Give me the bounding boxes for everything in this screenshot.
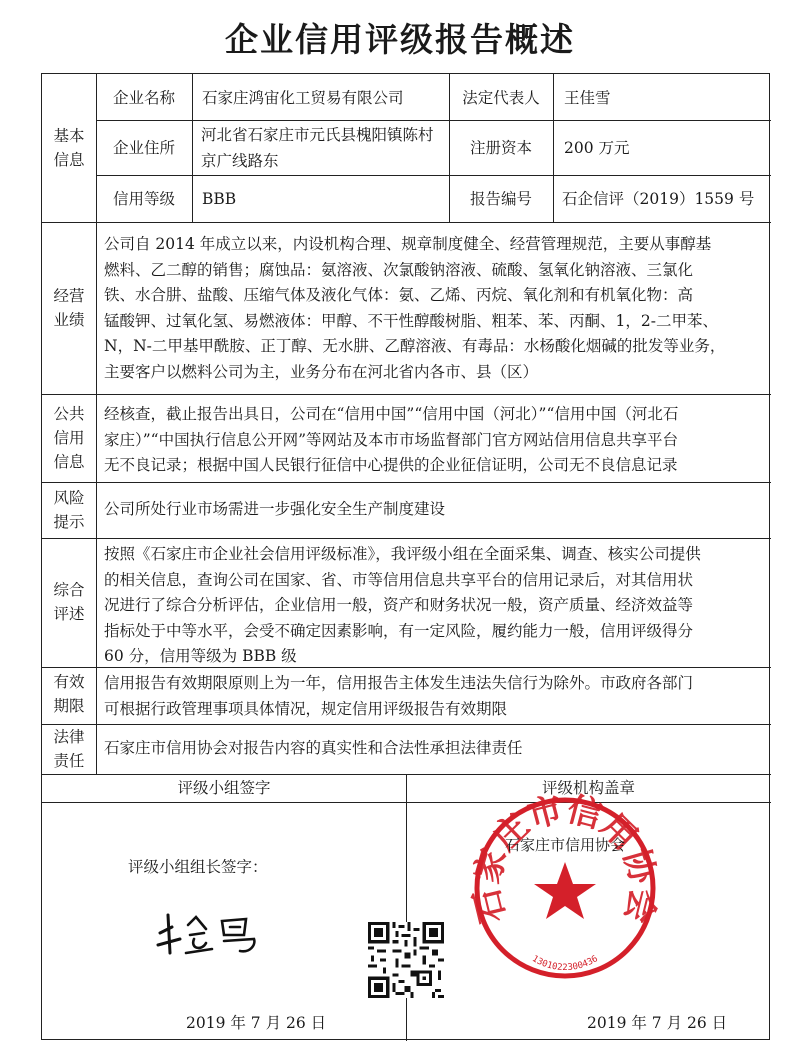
address-value: 河北省石家庄市元氏县槐阳镇陈村京广线路东: [201, 126, 434, 170]
page-title: 企业信用评级报告概述: [225, 20, 575, 59]
company-name-label: 企业名称: [112, 89, 175, 107]
comprehensive-label: 综合评述: [53, 581, 85, 623]
validity-label: 有效期限: [53, 673, 85, 715]
star-icon: [534, 862, 596, 919]
credit-grade-label: 信用等级: [112, 190, 175, 208]
right-date: 2019 年 7 月 26 日: [587, 1014, 728, 1032]
divider: [192, 74, 193, 222]
legal-text: 石家庄市信用协会对报告内容的真实性和合法性承担法律责任: [104, 739, 523, 757]
qr-code[interactable]: [368, 922, 444, 998]
divider: [42, 482, 771, 483]
basic-info-label: 基本信息: [53, 127, 85, 169]
divider: [406, 774, 407, 1041]
divider: [553, 74, 554, 222]
legal-rep-label: 法定代表人: [462, 89, 540, 107]
report-no-label: 报告编号: [469, 190, 532, 208]
legal-rep-value: 王佳雪: [564, 89, 611, 107]
risk-label: 风险提示: [53, 489, 85, 531]
official-seal: [467, 790, 663, 986]
business-label: 经营业绩: [53, 287, 85, 329]
divider: [96, 175, 771, 176]
divider: [96, 120, 771, 121]
credit-grade-value: BBB: [202, 190, 237, 208]
address-label: 企业住所: [112, 139, 175, 157]
divider: [42, 394, 771, 395]
divider: [42, 724, 771, 725]
svg-text:石家庄市信用协会: [467, 790, 663, 927]
handwritten-signature: [150, 905, 280, 960]
divider: [42, 222, 771, 223]
left-date: 2019 年 7 月 26 日: [186, 1014, 327, 1032]
seal-code: 1301022300436: [530, 954, 600, 974]
divider: [42, 538, 771, 539]
legal-label: 法律责任: [53, 728, 85, 770]
public-credit-label: 公共信用信息: [53, 405, 85, 471]
business-text: 公司自 2014 年成立以来，内设机构合理、规章制度健全、经营管理规范，主要从事醇基 燃料、乙二醇的销售；腐蚀品：氨溶液、次氯酸钠溶液、硫酸、氢氧化钠溶液、三氯化 铁、水合肼、盐酸、压缩气体及液化气体：氨、乙烯、丙烷、氧化剂和有机氧化物：高 锰酸钾、过氧化氢、易燃液体：甲醇、不干性醇酸树脂、粗苯、苯、丙酮、1，2-二甲苯、 N，N-二甲基甲酰胺、正丁醇、无水肼、乙醇溶液、有毒品：水杨酸化烟碱的批发等业务， 主要客户以燃料公司为主，业务分布在河北省内各市、县（区）: [104, 235, 726, 381]
public-credit-text: 经核查，截止报告出具日，公司在“信用中国”“信用中国（河北）”“信用中国（河北石 家庄）”“中国执行信息公开网”等网站及本市市场监督部门官方网站信用信息共享平台 无不良记录；根据中国人民银行征信中心提供的企业征信证明，公司无不良信息记录: [104, 405, 679, 474]
leader-signature-label: 评级小组组长签字：: [128, 858, 268, 876]
capital-label: 注册资本: [469, 139, 532, 157]
company-name-value: 石家庄鸿宙化工贸易有限公司: [202, 89, 404, 107]
risk-text: 公司所处行业市场需进一步强化安全生产制度建设: [104, 500, 446, 518]
comprehensive-text: 按照《石家庄市企业社会信用评级标准》，我评级小组在全面采集、调查、核实公司提供 的相关信息，查询公司在国家、省、市等信用信息共享平台的信用记录后，对其信用状 况进行了综合分析评估，企业信用一般，资产和财务状况一般，资产质量、经济效益等 指标处于中等水平，会受不确定因素影响，有一定风险，履约能力一般，信用评级得分 60 分，信用等级为 BBB 级: [104, 545, 701, 665]
org-seal-header: 评级机构盖章: [541, 779, 635, 797]
divider: [96, 74, 97, 774]
capital-value: 200 万元: [564, 139, 630, 157]
report-no-value: 石企信评（2019）1559 号: [562, 190, 755, 208]
validity-text: 信用报告有效期限原则上为一年，信用报告主体发生违法失信行为除外。市政府各部门 可根据行政管理事项具体情况，规定信用评级报告有效期限: [104, 674, 694, 718]
seal-overlay-text: 石家庄市信用协会: [504, 836, 626, 854]
group-signature-header: 评级小组签字: [177, 779, 271, 797]
seal-arc-text: 石家庄市信用协会: [467, 790, 663, 927]
